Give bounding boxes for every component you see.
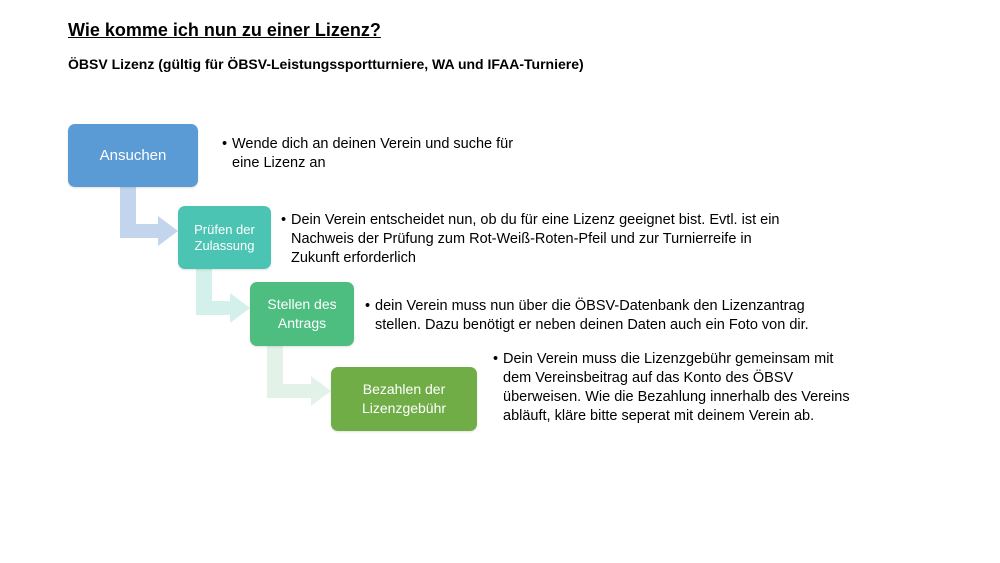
- step-description-antrag: [365, 297, 845, 335]
- step-arrow-2: [196, 269, 250, 323]
- step-description-pruefen: [281, 211, 801, 268]
- step-box-bezahlen: [331, 367, 477, 431]
- step-label: Bezahlen der Lizenzgebühr: [361, 381, 447, 416]
- bullet-icon: •: [365, 298, 371, 314]
- step-arrow-3: [267, 346, 331, 406]
- step-description-bezahlen: [493, 350, 863, 426]
- step-box-antrag: [250, 282, 354, 346]
- slide-title: Wie komme ich nun zu einer Lizenz?: [68, 20, 381, 40]
- step-arrow-1: [120, 187, 178, 246]
- description-text: Dein Verein entscheidet nun, ob du für eine Lizenz geeignet bist. Evtl. ist ein Nachweis der Prüfung zum Rot-Weiß-Roten-Pfeil und zur Turnierreife in Zukunft erforderlich: [291, 212, 780, 266]
- step-label: Ansuchen: [99, 147, 167, 164]
- step-description-ansuchen: [222, 135, 542, 173]
- description-text: dein Verein muss nun über die ÖBSV-Datenbank den Lizenzantrag stellen. Dazu benötigt er neben deinen Daten auch ein Foto von dir.: [375, 298, 809, 333]
- step-label: Prüfen der Zulassung: [194, 221, 255, 253]
- bullet-icon: •: [281, 212, 287, 228]
- bullet-icon: •: [222, 136, 228, 152]
- slide-subtitle: ÖBSV Lizenz (gültig für ÖBSV-Leistungssportturniere, WA und IFAA-Turniere): [68, 56, 584, 72]
- bullet-icon: •: [493, 351, 499, 367]
- step-box-ansuchen: [68, 124, 198, 187]
- step-box-pruefen: [178, 206, 271, 269]
- description-text: Wende dich an deinen Verein und suche für eine Lizenz an: [232, 136, 514, 171]
- description-text: Dein Verein muss die Lizenzgebühr gemeinsam mit dem Vereinsbeitrag auf das Konto des ÖBSV überweisen. Wie die Bezahlung innerhalb des Vereins abläuft, kläre bitte seperat mit deinem Verein ab.: [503, 351, 850, 424]
- step-label: Stellen des Antrags: [267, 296, 337, 331]
